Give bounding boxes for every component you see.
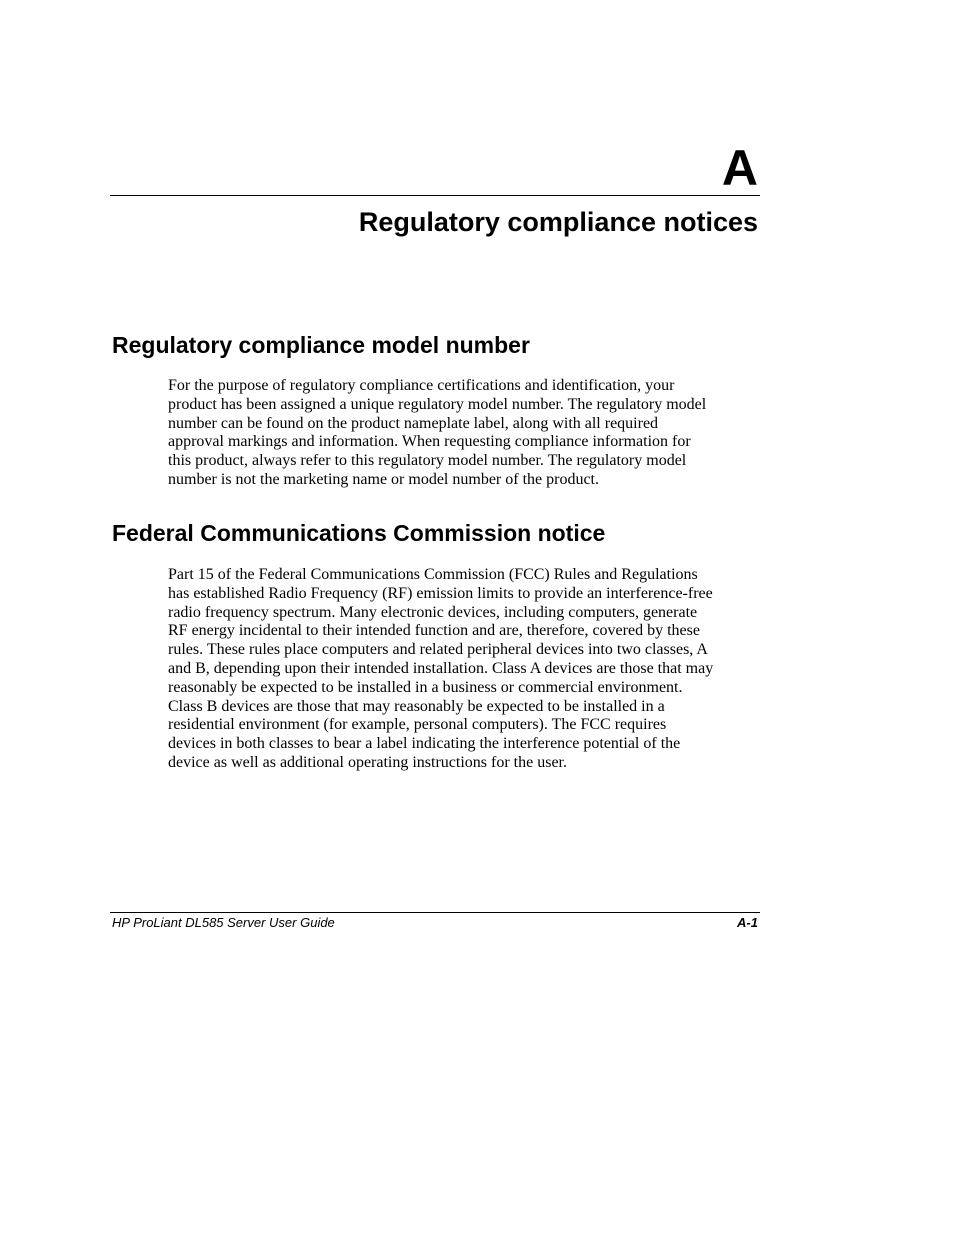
footer-guide-title: HP ProLiant DL585 Server User Guide	[112, 915, 335, 930]
paragraph-line: device as well as additional operating instructions for the user.	[168, 753, 567, 771]
paragraph-line: radio frequency spectrum. Many electronic devices, including computers, generate	[168, 603, 698, 621]
paragraph-line: reasonably be expected to be installed in a business or commercial environment.	[168, 678, 683, 696]
paragraph-line: number is not the marketing name or model number of the product.	[168, 470, 599, 488]
paragraph-line: Part 15 of the Federal Communications Commission (FCC) Rules and Regulations	[168, 566, 698, 583]
section-body-fcc-notice	[168, 566, 768, 773]
paragraph-line: approval markings and information. When requesting compliance information for	[168, 433, 691, 451]
footer-page-number: A-1	[737, 915, 758, 930]
paragraph-line: and B, depending upon their intended installation. Class A devices are those that may	[168, 659, 714, 677]
paragraph-line: has established Radio Frequency (RF) emission limits to provide an interference-free	[168, 584, 713, 602]
chapter-letter: A	[721, 140, 758, 196]
paragraph-line: residential environment (for example, personal computers). The FCC requires	[168, 716, 667, 734]
section-heading-fcc-notice: Federal Communications Commission notice	[112, 520, 606, 546]
paragraph-line: RF energy incidental to their intended function and are, therefore, covered by these	[168, 622, 700, 640]
paragraph-line: this product, always refer to this regulatory model number. The regulatory model	[168, 452, 687, 470]
paragraph-line: rules. These rules place computers and related peripheral devices into two classes, A	[168, 641, 708, 659]
footer-divider	[110, 912, 760, 913]
section-body-model-number	[168, 377, 768, 490]
paragraph-line: devices in both classes to bear a label indicating the interference potential of the	[168, 735, 681, 753]
paragraph-line: For the purpose of regulatory compliance certifications and identification, your	[168, 377, 675, 394]
paragraph-line: number can be found on the product nameplate label, along with all required	[168, 414, 659, 432]
section-heading-model-number: Regulatory compliance model number	[112, 332, 530, 358]
chapter-divider	[110, 195, 760, 196]
paragraph-line: product has been assigned a unique regulatory model number. The regulatory model	[168, 395, 707, 413]
chapter-title: Regulatory compliance notices	[358, 207, 758, 237]
paragraph-line: Class B devices are those that may reasonably be expected to be installed in a	[168, 697, 665, 715]
